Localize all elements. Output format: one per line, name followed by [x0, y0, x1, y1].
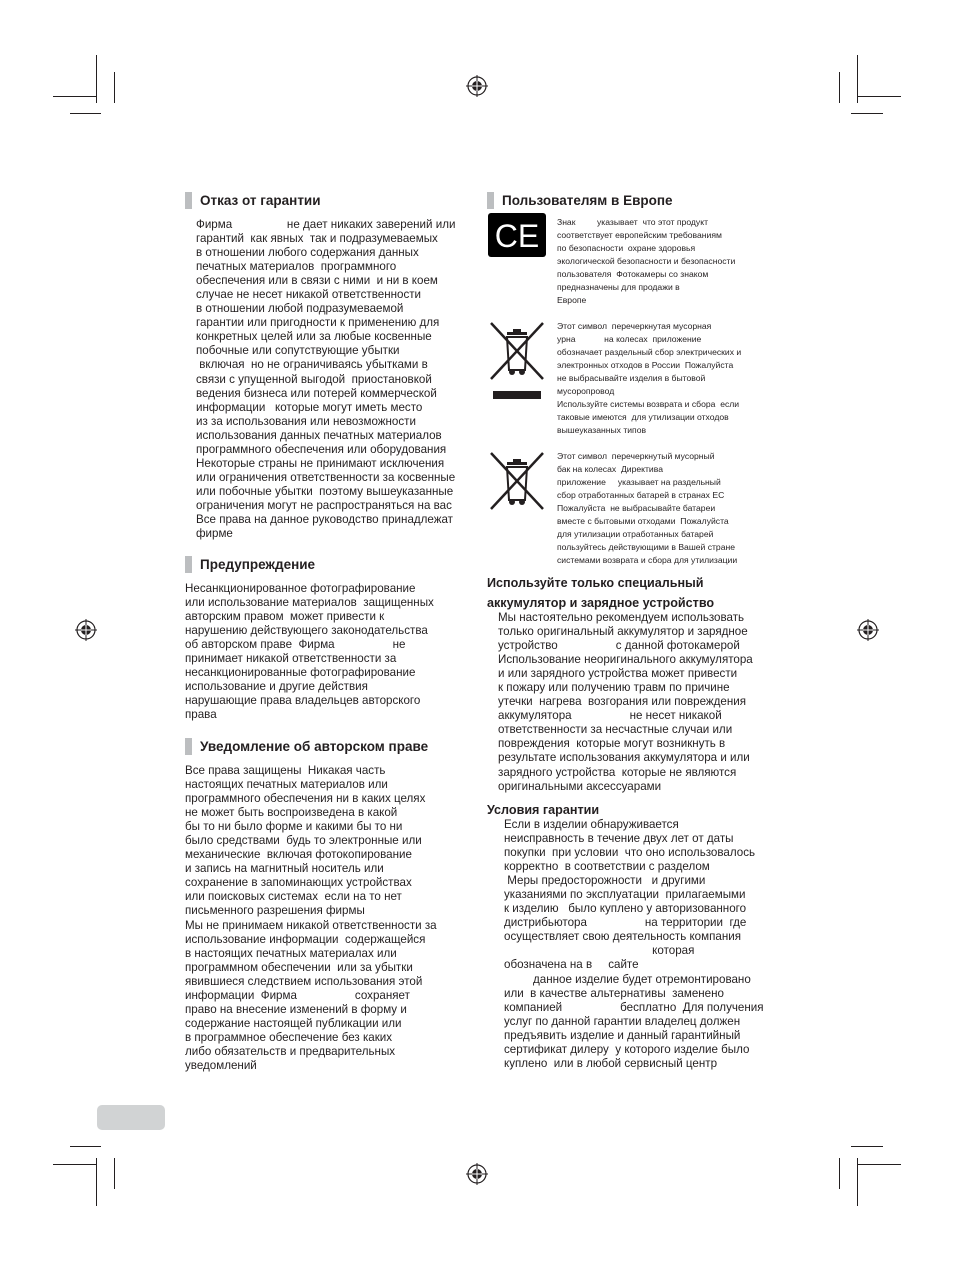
text-line: принимает никакой ответственности за [185, 652, 397, 666]
text-line: в программное обеспечение без каких [185, 1030, 393, 1044]
text-line: вышеуказанных типов [557, 425, 647, 435]
warning-heading [185, 556, 315, 573]
text-line: аккумулятор и зарядное устройство [487, 596, 715, 610]
ce-text [557, 216, 735, 307]
weee-black-bar [493, 391, 541, 399]
text-line: в отношении любого содержания данных [196, 246, 419, 260]
text-line: электронных отходов в России Пожалуйста [557, 360, 734, 370]
battery-body [498, 611, 753, 794]
crop-mark [851, 113, 883, 114]
copyright-body [185, 764, 437, 1073]
text-line: приложение указывает на раздельный [557, 477, 721, 487]
text-line: пользователя Фотокамеры со знаком [557, 269, 709, 279]
registration-mark-icon [466, 75, 488, 97]
text-line: явившиеся следствием использования этой [185, 974, 423, 988]
warning-title: Предупреждение [200, 557, 316, 572]
text-line: нарушающие права владельцев авторского [185, 694, 421, 708]
copyright-heading [185, 738, 428, 755]
text-line: повреждения которые могут возникнуть в [498, 737, 726, 751]
text-line: утечки нагрева возгорания или повреждения [498, 695, 747, 709]
crop-mark [114, 72, 115, 103]
text-line: не выбрасывайте изделия в бытовой [557, 373, 706, 383]
text-line: авторским правом может привести к [185, 610, 385, 624]
text-line: в отношении любой подразумеваемой [196, 302, 404, 316]
crop-mark [53, 1164, 97, 1165]
text-line: фирме [196, 527, 233, 541]
text-line: компанией бесплатно Для получения [504, 1000, 764, 1014]
weee-text [557, 320, 741, 437]
text-line: программного обеспечения ни в каких целях [185, 792, 426, 806]
text-line: и или зарядного устройства может привести [498, 667, 738, 681]
text-line: ведения бизнеса или потерей коммерческой [196, 386, 437, 400]
warning-body [185, 582, 434, 722]
europe-heading [487, 192, 673, 209]
text-line: Мы настоятельно рекомендуем использовать [498, 611, 745, 624]
text-line: обозначает раздельный сбор электрических и [557, 347, 742, 357]
text-line: несанкционированные фотографирование [185, 666, 416, 680]
warranty-heading: Условия гарантии [487, 803, 600, 817]
text-line: бак на колесах Директива [557, 464, 663, 474]
text-line: или использование материалов защищенных [185, 596, 434, 610]
text-line: к пожару или получению травм по причине [498, 681, 730, 695]
text-line: покупки при условии что оно использовалось [504, 846, 756, 860]
crop-mark [70, 113, 101, 114]
text-line: не может быть воспроизведена в какой [185, 806, 398, 820]
text-line: ограничения могут не распространяться на вас [196, 498, 452, 512]
text-line: корректно в соответствии с разделом [504, 860, 710, 874]
crop-mark [114, 1158, 115, 1189]
crop-mark [851, 1146, 883, 1147]
text-line: использование информации содержащейся [185, 932, 426, 946]
text-line: таковые имеются для утилизации отходов [557, 412, 729, 422]
text-line: Используйте системы возврата и сбора если [557, 399, 740, 409]
disclaimer-heading [185, 192, 321, 209]
text-line: обозначена на в сайте [504, 958, 639, 972]
text-line: Пожалуйста не выбрасывайте батареи [557, 503, 716, 513]
ce-mark-icon [488, 213, 546, 257]
text-line: Мы не принимаем никакой ответственности за [185, 918, 437, 932]
ce-mark-label: CE [494, 218, 540, 254]
text-line: сертификат дилеру у которого изделие было [504, 1042, 750, 1056]
text-line: для утилизации отработанных батарей [557, 529, 714, 539]
text-line: программном обеспечении или за убытки [185, 960, 413, 974]
crop-mark [70, 1146, 101, 1147]
crop-mark [857, 1158, 858, 1206]
crop-mark [839, 1158, 840, 1189]
text-line: об авторском праве Фирма не [185, 638, 406, 652]
text-line: конкретных целей или за любые косвенные [196, 330, 432, 344]
text-line: Европе [557, 295, 587, 305]
europe-title: Пользователям в Европе [502, 193, 673, 208]
page-number-tab [97, 1105, 165, 1130]
text-line: было средствами будь то электронные или [185, 834, 422, 848]
text-line: Использование неоригинального аккумулятора [498, 653, 753, 667]
battery-heading [487, 573, 714, 613]
text-line: уведомлений [185, 1058, 257, 1072]
text-line: или ограничения ответственности за косвенные [196, 470, 456, 484]
text-line: Фирма не дает никаких заверений или [196, 218, 456, 231]
text-line: ответственности за несчастные случаи или [498, 723, 733, 737]
text-line: бы то ни было форме и какими бы то ни [185, 820, 403, 834]
text-line: предъявить изделие и данный гарантийный [504, 1028, 741, 1042]
text-line: указаниями по эксплуатации прилагаемыми [504, 888, 746, 902]
text-line: Все права защищены Никакая часть [185, 764, 386, 777]
text-line: оригинальными аксессуарами [498, 779, 662, 793]
registration-mark-icon [75, 619, 97, 641]
text-line: программного обеспечения или оборудования [196, 442, 447, 456]
text-line: аккумулятора не несет никакой [498, 709, 722, 723]
text-line: информации Фирма сохраняет [185, 988, 410, 1002]
text-line: данное изделие будет отремонтировано [504, 972, 751, 986]
text-line: только оригинальный аккумулятор и зарядное [498, 625, 748, 639]
copyright-title: Уведомление об авторском праве [200, 739, 429, 754]
text-line: пользуйтесь действующими в Вашей стране [557, 542, 736, 552]
battery-bin-icon [488, 450, 546, 512]
text-line: Знак указывает что этот продукт [557, 217, 709, 227]
text-line: Все права на данное руководство принадлежат [196, 512, 453, 526]
text-line: соответствует европейским требованиям [557, 230, 722, 240]
text-line: информации которые могут иметь место [196, 400, 423, 414]
text-line: экологической безопасности и безопасности [557, 256, 736, 266]
warranty-body [504, 818, 764, 1071]
disclaimer-body [196, 218, 455, 541]
text-line: обеспечения или в связи с ними и ни в коем [196, 274, 438, 288]
crop-mark [96, 1158, 97, 1206]
text-line: использования данных печатных материалов [196, 428, 442, 442]
registration-mark-icon [857, 619, 879, 641]
text-line: осуществляет свою деятельность компания [504, 930, 741, 944]
text-line: связи с упущенной выгодой приостановкой [196, 372, 432, 386]
text-line: предназначены для продажи в [557, 282, 680, 292]
text-line: устройство с данной фотокамерой [498, 639, 740, 653]
text-line: или побочные убытки поэтому вышеуказанные [196, 484, 454, 498]
crop-mark [839, 72, 840, 103]
text-line: или в качестве альтернативы заменено [504, 986, 724, 1000]
text-line: из за использования или невозможности [196, 414, 416, 428]
text-line: Меры предосторожности и другими [504, 874, 706, 888]
text-line: вместе с бытовыми отходами Пожалуйста [557, 516, 729, 526]
crop-mark [53, 96, 97, 97]
text-line: письменного разрешения фирмы [185, 904, 365, 918]
text-line: Этот символ перечеркнутая мусорная [557, 321, 712, 331]
text-line: мусоропровод [557, 386, 615, 396]
text-line: механические включая фотокопирование [185, 848, 412, 862]
heading-bar [185, 556, 192, 573]
text-line: Если в изделии обнаруживается [504, 818, 679, 831]
text-line: печатных материалов программного [196, 260, 397, 274]
crossed-out-wheelie-bin-icon [488, 320, 546, 382]
heading-bar [487, 192, 494, 209]
crop-mark [857, 1164, 901, 1165]
text-line: которая [504, 944, 695, 958]
text-line: сохранение в запоминающих устройствах [185, 876, 412, 890]
crop-mark [857, 96, 901, 97]
text-line: настоящих печатных материалов или [185, 778, 388, 792]
text-line: системами возврата и сбора для утилизации [557, 555, 738, 565]
text-line: Несанкционированное фотографирование [185, 582, 416, 595]
text-line: урна на колесах приложение [557, 334, 702, 344]
text-line: по безопасности охране здоровья [557, 243, 696, 253]
text-line: или поисковых системах если на то нет [185, 890, 402, 904]
text-line: Используйте только специальный [487, 576, 704, 590]
text-line: Этот символ перечеркнутый мусорный [557, 451, 715, 461]
text-line: гарантий как явных так и подразумеваемых [196, 232, 438, 246]
text-line: дистрибьютора на территории где [504, 916, 747, 930]
text-line: и запись на магнитный носитель или [185, 862, 384, 876]
text-line: побочные или сопутствующие убытки [196, 344, 400, 358]
text-line: содержание настоящей публикации или [185, 1016, 402, 1030]
text-line: включая но не ограничиваясь убытками в [196, 358, 428, 372]
text-line: зарядного устройства которые не являются [498, 765, 737, 779]
registration-mark-icon [466, 1163, 488, 1185]
text-line: сбор отработанных батарей в странах ЕС [557, 490, 725, 500]
text-line: случае не несет никакой ответственности [196, 288, 422, 302]
text-line: в настоящих печатных материалах или [185, 946, 397, 960]
text-line: либо обязательств и предварительных [185, 1044, 396, 1058]
text-line: неисправность в течение двух лет от даты [504, 832, 734, 846]
heading-bar [185, 192, 192, 209]
text-line: использование и другие действия [185, 680, 368, 694]
text-line: нарушению действующего законодательства [185, 624, 428, 638]
battery-disposal-text [557, 450, 737, 567]
text-line: Некоторые страны не принимают исключения [196, 456, 445, 470]
text-line: куплено или в любой сервисный центр [504, 1056, 718, 1070]
text-line: результате использования аккумулятора и или [498, 751, 750, 765]
heading-bar [185, 738, 192, 755]
text-line: гарантии или пригодности к применению для [196, 316, 440, 330]
text-line: право на внесение изменений в форму и [185, 1002, 407, 1016]
text-line: к изделию было куплено у авторизованного [504, 902, 747, 916]
text-line: права [185, 708, 217, 722]
disclaimer-title: Отказ от гарантии [200, 193, 321, 208]
text-line: услуг по данной гарантии владелец должен [504, 1014, 741, 1028]
